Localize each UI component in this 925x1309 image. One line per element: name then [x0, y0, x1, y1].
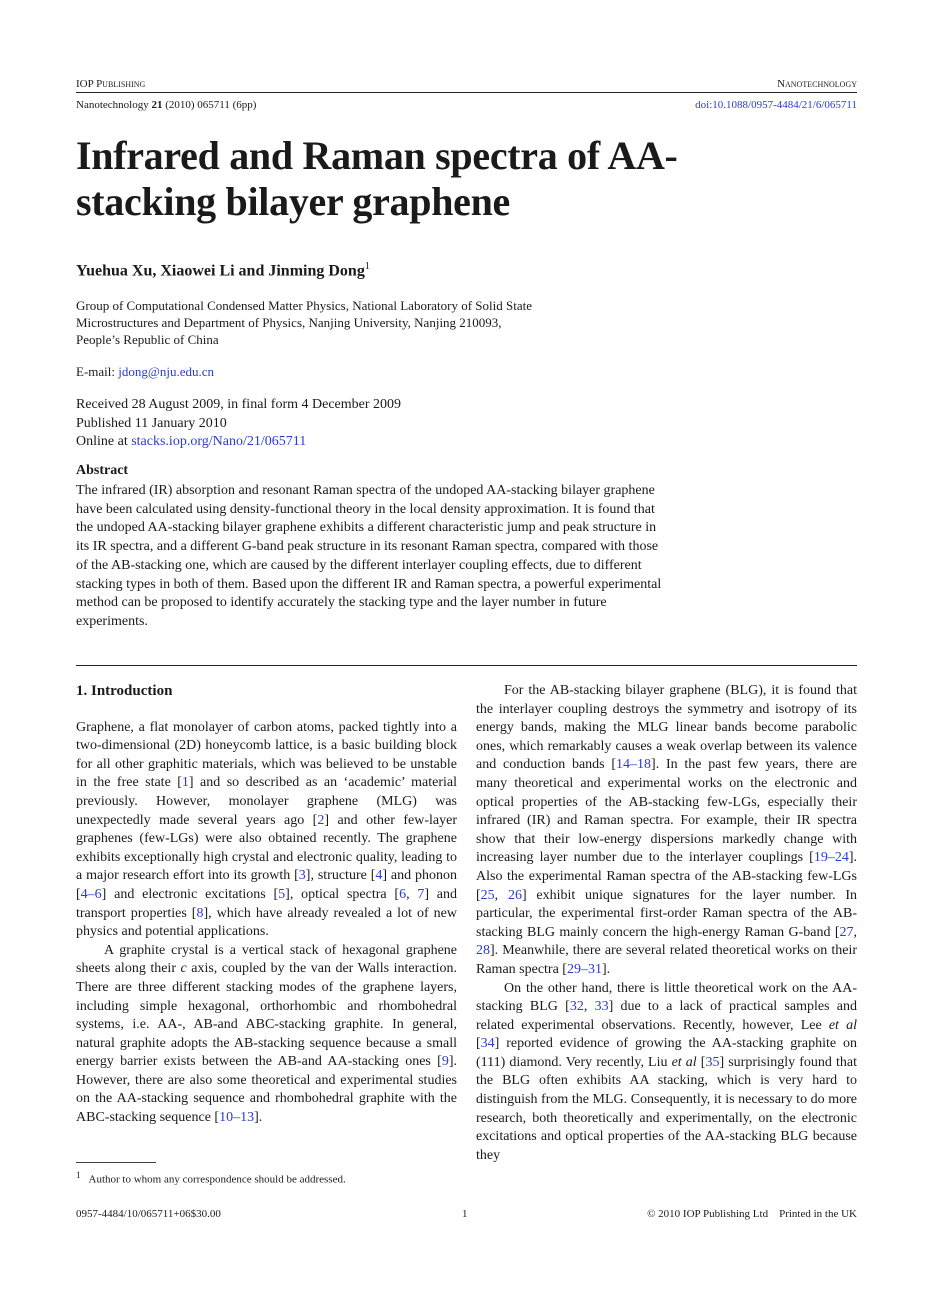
- publisher-name: IOP Publishing: [76, 78, 146, 90]
- ref-link[interactable]: 4: [375, 868, 383, 884]
- intro-paragraph-2: A graphite crystal is a vertical stack of hexagonal graphene sheets along their c axis, coupled by the van der Walls interaction. There are three different stacking modes of the graphene layers, including simple hexagonal, orthorhombic and rhombohedral systems, i.e. AA-, AB-and ABC-stacking graphite. In general, natural graphite adopts the AB-stacking sequence because a small energy barrier exists between the AB-and AA-stacking ones [9]. However, there are also some theoretical and experimental studies on the AA-stacking sequence and rhombohedral graphite with the ABC-stacking sequence [10–13].: [76, 942, 457, 1126]
- online-url-link[interactable]: stacks.iop.org/Nano/21/065711: [131, 434, 307, 449]
- email-link[interactable]: jdong@nju.edu.cn: [118, 364, 214, 379]
- received-date: Received 28 August 2009, in final form 4 December 2009: [76, 397, 402, 412]
- ref-link[interactable]: 33: [594, 999, 609, 1015]
- copyright: © 2010 IOP Publishing Ltd Printed in the UK: [647, 1208, 857, 1220]
- intro-paragraph-1: Graphene, a flat monolayer of carbon atoms, packed tightly into a two-dimensional (2D) honeycomb lattice, is a basic building block for all other graphitic materials, which was believed to be unstable in the free state [1] and so described as an ‘academic’ material previously. However, monolayer graphene (MLG) was unexpectedly made several years ago [2] and other few-layer graphenes (few-LGs) were also obtained recently. The graphene exhibits exceptionally high crystal and electronic quality, leading to a major research effort into its growth [3], structure [4] and phonon [4–6] and electronic excitations [5], optical spectra [6, 7] and transport properties [8], which have already revealed a lot of new physics and potential applications.: [76, 719, 458, 940]
- ref-link[interactable]: 26: [507, 887, 522, 903]
- published-date: Published 11 January 2010: [76, 415, 227, 431]
- intro-paragraph-3: For the AB-stacking bilayer graphene (BLG), it is found that the interlayer coupling destroys the symmetry and isotropy of its energy bands, making the MLG linear bands become parabolic ones, which remarkably causes a weak overlap between its valence and conduction bands [14–18]. In the past few years, there are many theoretical and experimental works on the electronic and optical properties of the AB-stacking few-LGs, especially their infrared (IR) and Raman spectra. For example, their IR spectra show that their low-energy dispersions markedly change with increasing layer number due to the interlayer couplings [19–24]. Also the experimental Raman spectra of the AB-stacking few-LGs [25, 26] exhibit unique signatures for the layer number. In particular, the experimental first-order Raman spectra of the AB-stacking BLG mainly concern the high-energy Raman G-band [27, 28]. Meanwhile, there are several related theoretical works on their Raman spectra [29–31].: [476, 683, 857, 977]
- section-rule: [76, 665, 857, 666]
- affiliation: Group of Computational Condensed Matter Physics, National Laboratory of Solid State Microstructures and Department of Physics, Nanjing University, Nanjing 210093, People’s Republic of China: [76, 298, 533, 347]
- ref-link[interactable]: 29–31: [566, 961, 602, 977]
- ref-link[interactable]: 10–13: [219, 1110, 255, 1126]
- abstract-text: The infrared (IR) absorption and resonant Raman spectra of the undoped AA-stacking bilayer graphene have been calculated using density-functional theory in the local density approximation. It is found that the undoped AA-stacking bilayer graphene exhibits a different characteristic jump and peak structure in its IR spectra, and a different G-band peak structure in its resonant Raman spectra, compared with those of the AB-stacking one, which are caused by the different interlayer coupling effects, due to different stacking types in both of them. Based upon the different IR and Raman spectra, a powerful experimental method can be proposed to identify accurately the stacking type and the layer number in future experiments.: [76, 483, 662, 629]
- ref-link[interactable]: 2: [317, 812, 325, 828]
- ref-link[interactable]: 19–24: [813, 850, 849, 866]
- left-column: [76, 682, 457, 1128]
- footnote: $^1$ Author to whom any correspondence should be addressed.: [76, 1170, 346, 1186]
- page-number: 1: [462, 1208, 468, 1220]
- citation-line: [76, 99, 857, 111]
- ref-link[interactable]: 6: [399, 886, 407, 902]
- section-heading: 1. Introduction: [76, 683, 173, 699]
- abstract-heading: Abstract: [76, 463, 129, 478]
- doi-link[interactable]: doi:10.1088/0957-4484/21/6/065711: [695, 99, 857, 111]
- intro-paragraph-4: On the other hand, there is little theoretical work on the AA-stacking BLG [32, 33] due to a lack of practical samples and related experimental observations. Recently, however, Lee et al [34] reported evidence of growing the AA-stacking graphite on (111) diamond. Very recently, Liu et al [35] surprisingly found that the BLG often exhibits AA stacking, which is very hard to distinguish from the MLG. Consequently, it is necessary to do more research, both theoretically and experimentally, on the electronic excitations and optical properties of the AA-stacking BLG because they: [476, 980, 857, 1163]
- journal-name: Nanotechnology: [777, 78, 857, 90]
- ref-link[interactable]: 5: [278, 886, 286, 902]
- right-column: [476, 682, 857, 1165]
- ref-link[interactable]: 1: [181, 775, 189, 791]
- publication-dates: [76, 396, 401, 452]
- ref-link[interactable]: 35: [705, 1054, 720, 1070]
- ref-link[interactable]: 14–18: [616, 757, 652, 773]
- online-line: Online at stacks.iop.org/Nano/21/065711: [76, 434, 307, 449]
- ref-link[interactable]: 27: [839, 924, 854, 940]
- running-header: [76, 78, 857, 90]
- paper-title: Infrared and Raman spectra of AA-stacking bilayer graphene: [76, 133, 678, 224]
- footnote-rule: [76, 1162, 156, 1163]
- author-list: Yuehua Xu, Xiaowei Li and Jinming Dong$^1$: [76, 261, 370, 280]
- ref-link[interactable]: 34: [480, 1036, 495, 1052]
- ref-link[interactable]: 4–6: [80, 886, 102, 902]
- ref-link[interactable]: 9: [441, 1054, 449, 1070]
- email-line: E-mail: jdong@nju.edu.cn: [76, 364, 214, 379]
- ref-link[interactable]: 8: [196, 905, 204, 921]
- ref-link[interactable]: 32: [569, 999, 584, 1015]
- ref-link[interactable]: 25: [480, 887, 495, 903]
- citation: Nanotechnology 21 (2010) 065711 (6pp): [76, 99, 257, 111]
- ref-link[interactable]: 28: [476, 943, 490, 959]
- footnote-mark: 1: [364, 261, 370, 272]
- article-code: 0957-4484/10/065711+06$30.00: [76, 1208, 221, 1220]
- ref-link[interactable]: 3: [298, 868, 306, 884]
- header-rule: [76, 92, 857, 93]
- ref-link[interactable]: 7: [417, 886, 425, 902]
